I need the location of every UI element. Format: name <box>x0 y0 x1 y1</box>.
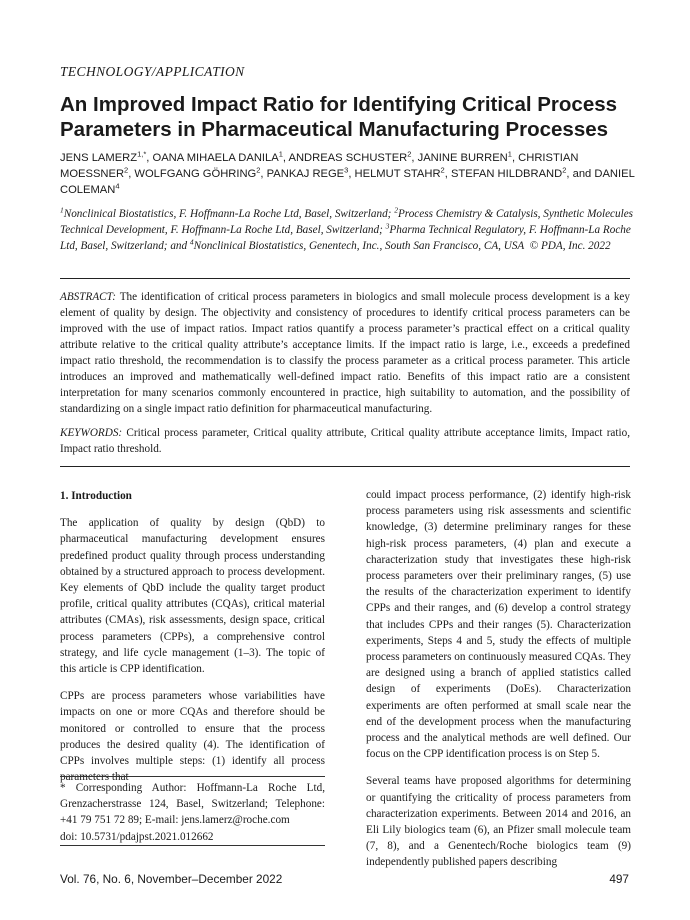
author-list: JENS $LAMERZ^{1,*}$, OANA MIHAELA DANILA$^1$, ANDREAS SCHUSTER$^2$, JANINE BURREN$^1$, CHRISTIAN MOESSNER$^2$, WOLFGANG GÖHRING$^2$, PANKAJ REGE$^3$, HELMUT STAHR$^2$, STEFAN HILDBRAND$^2$, and DANIEL COLEMAN$^4$ <box>60 149 635 196</box>
footnote-rule <box>60 776 325 777</box>
abstract <box>60 289 630 417</box>
keywords-text: Critical process parameter, Critical quality attribute, Critical quality attribute acceptance limits, Impact ratio, Impact ratio threshold. <box>60 427 631 455</box>
right-column <box>366 487 631 882</box>
paragraph: CPPs are process parameters whose variabilities have impacts on one or more CQAs and therefore should be monitored or controlled to ensure that the process produces the desired quality (4). The identification of CPPs involves multiple steps: (1) identify all process parameters that <box>60 690 325 784</box>
author: STEFAN HILDBRAND$^2$ <box>450 165 567 180</box>
keywords-label: KEYWORDS: <box>60 427 123 439</box>
author: JENS $LAMERZ^{1,*}$ <box>60 149 147 164</box>
abstract-rule <box>60 466 630 467</box>
affiliations <box>60 207 640 254</box>
authors-conjunction: and <box>572 168 592 180</box>
left-column <box>60 488 325 796</box>
author: HELMUT STAHR$^2$ <box>354 165 445 180</box>
author: DANIEL COLEMAN$^4$ <box>60 168 635 196</box>
affiliation: $^1$Nonclinical Biostatistics, F. Hoffmann-La Roche Ltd, Basel, Switzerland; <box>60 205 392 220</box>
abstract-label: ABSTRACT: <box>60 291 116 303</box>
author: JANINE BURREN$^1$ <box>417 149 512 164</box>
page-number: 497 <box>609 872 629 886</box>
doi: doi: 10.5731/pdajpst.2021.012662 <box>60 830 214 843</box>
header-rule <box>60 278 630 279</box>
author: OANA MIHAELA DANILA$^1$ <box>152 149 283 164</box>
section-label: TECHNOLOGY/APPLICATION <box>60 64 245 79</box>
section-heading: 1. Introduction <box>60 490 132 502</box>
affiliation: $^2$Process Chemistry & Catalysis, Synthetic Molecules Technical Development, F. Hoffmann-La Roche Ltd, Basel, Switzerland; <box>60 205 634 236</box>
corresponding-author: * Corresponding Author: Hoffmann-La Roche Ltd, Grenzacherstrasse 124, Basel, Switzerland; Telephone: +41 79 751 72 89; E-mail: jens.lamerz@roche.com <box>60 782 325 827</box>
copyright: © PDA, Inc. 2022 <box>529 239 611 252</box>
author: WOLFGANG GÖHRING$^2$ <box>134 165 261 180</box>
footnote <box>60 780 325 845</box>
article-title: An Improved Impact Ratio for Identifying Critical Process Parameters in Pharmaceutical Manufacturing Processes <box>60 93 618 141</box>
footnote-rule-bottom <box>60 845 325 846</box>
paragraph: could impact process performance, (2) identify high-risk process parameters using risk assessments and scientific knowledge, (3) determine preliminary ranges for these high-risk process parameters, (4) plan and execute a characterization study that investigates these high-risk process parameters over their preliminary ranges, (5) use the results of the characterization experiment to identify CPPs and their ranges, and (6) develop a control strategy that includes CPPs and their ranges (5). Characterization experiments, Steps 4 and 5, study the effects of multiple process parameters on continuously measured CQAs. They are designed using a branch of applied statistics called design of experiments (DoEs). Characterization experiments are often performed at small scale near the end of the development process when the manufacturing process and the analytical methods are well defined. Our focus on the CPP identification process is on Step 5. <box>366 489 631 761</box>
author: ANDREAS SCHUSTER$^2$ <box>288 149 412 164</box>
paragraph: Several teams have proposed algorithms for determining or quantifying the criticality of process parameters from characterization experiments. Between 2014 and 2016, an Eli Lily biologics team (6), an Pfizer small molecule team (7, 8), and a Genentech/Roche biologics team (9) independently published papers describing <box>366 775 631 869</box>
author: CHRISTIAN MOESSNER$^2$ <box>60 152 579 180</box>
abstract-text: The identification of critical process parameters in biologics and small molecule process development is a key element of quality by design. The objectivity and consistency of procedures to identify critical process parameters can be improved with the use of impact ratios. Impact ratios quantify a process parameter’s practical effect on a critical quality attribute relative to the critical quality attribute’s acceptance limits. If the impact ratio is large, i.e., exceeds a predefined impact ratio threshold, the recommendation is to classify the process parameter as a critical process parameter. This article introduces an improved and mathematically well-defined impact ratio. Benefits of this impact ratio are a consistent interpretation for many scenarios commonly encountered in practice, high suitability to automation, and the possibility of standardizing on a single impact ratio definition for pharmaceutical manufacturing. <box>60 291 630 415</box>
affiliation: $^4$Nonclinical Biostatistics, Genentech, Inc., South San Francisco, CA, USA <box>189 236 525 252</box>
paragraph: The application of quality by design (QbD) to pharmaceutical manufacturing development ensures predefined product quality through process understanding obtained by a structured approach to process development. Key elements of QbD include the quality target product profile, critical quality attributes (CQAs), critical material attributes (CMAs), risk assessments, design space, critical process parameters (CPPs), a comprehensive control strategy, and life cycle management (1–3). The topic of this article is CPP identification. <box>60 517 325 676</box>
issue-info: Vol. 76, No. 6, November–December 2022 <box>60 872 283 886</box>
keywords <box>60 425 630 457</box>
affiliation: $^3$Pharma Technical Regulatory, F. Hoffmann-La Roche Ltd, Basel, Switzerland; and <box>60 221 631 252</box>
author: PANKAJ REGE$^3$ <box>266 165 349 180</box>
